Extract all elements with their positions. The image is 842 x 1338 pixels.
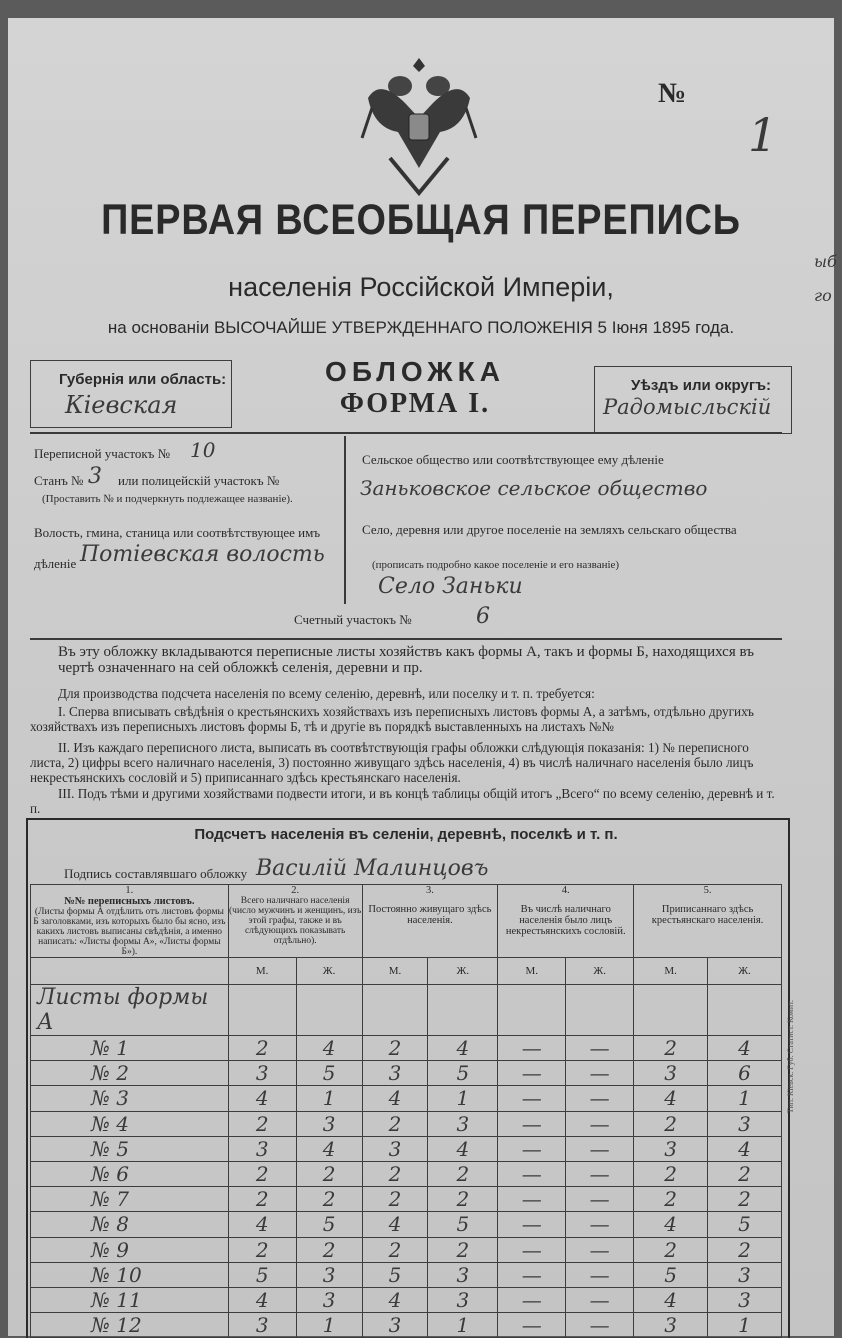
gubernia-box xyxy=(30,360,232,428)
count-cell: — xyxy=(566,1161,634,1186)
count-cell: — xyxy=(498,1086,566,1111)
empty-cell xyxy=(498,985,566,1036)
male-subheader: М. xyxy=(634,958,708,985)
count-cell: 1 xyxy=(296,1313,362,1338)
gubernia-label: Губернія или область: xyxy=(59,371,227,388)
count-cell: 4 xyxy=(362,1086,428,1111)
col1-title: №№ переписныхъ листовъ. xyxy=(64,896,195,907)
col3-number: 3. xyxy=(425,885,434,896)
sheet-number-cell: № 2 xyxy=(31,1061,229,1086)
count-cell: 2 xyxy=(362,1161,428,1186)
count-cell: 3 xyxy=(228,1136,296,1161)
count-cell: 3 xyxy=(428,1287,498,1312)
margin-note: ыб xyxy=(814,252,837,271)
count-cell: 2 xyxy=(362,1036,428,1061)
divider xyxy=(30,432,782,434)
forma-heading: ФОРМА I. xyxy=(339,388,491,419)
count-cell: 5 xyxy=(428,1061,498,1086)
sheet-number-cell: № 8 xyxy=(31,1212,229,1237)
count-cell: 2 xyxy=(428,1237,498,1262)
count-cell: 2 xyxy=(362,1237,428,1262)
col4-header xyxy=(498,885,634,958)
count-cell: — xyxy=(498,1287,566,1312)
count-cell: 3 xyxy=(634,1061,708,1086)
table-row xyxy=(31,1061,782,1086)
col1-note: (Листы формы А отдѣлить отъ листовъ формы Б заголовками, изъ которыхъ было бы ясно, изъ какихъ листовъ выписаны свѣдѣнія, а именно написать: «Листы формы А», «Листы формы Б»). xyxy=(33,907,226,957)
count-cell: 4 xyxy=(634,1086,708,1111)
count-cell: 1 xyxy=(428,1086,498,1111)
count-cell: 5 xyxy=(362,1262,428,1287)
count-cell: — xyxy=(498,1136,566,1161)
table-row xyxy=(31,1313,782,1338)
instruction-paragraph: I. Сперва вписывать свѣдѣнія о крестьянскихъ хозяйствахъ изъ переписныхъ листовъ формы А, а затѣмъ, отдѣльно другихъ хозяйствахъ изъ переписныхъ листовъ формы Б, тѣ и другіе въ порядкѣ выставленныхъ на листахъ №№ xyxy=(30,704,754,734)
printer-note: Тип. Кіевск. Губ. Статист. Комит. xyxy=(786,1000,795,1114)
count-cell: 5 xyxy=(228,1262,296,1287)
selo-value: Село Заньки xyxy=(378,574,523,599)
table-row xyxy=(31,1111,782,1136)
table-row xyxy=(31,1262,782,1287)
sheet-number-cell: № 10 xyxy=(31,1262,229,1287)
empty-cell xyxy=(228,985,296,1036)
col5-header xyxy=(634,885,782,958)
tally-table xyxy=(30,884,782,1338)
col1-number: 1. xyxy=(125,885,134,896)
table-row xyxy=(31,1187,782,1212)
count-cell: 2 xyxy=(634,1111,708,1136)
sheet-number-cell: № 9 xyxy=(31,1237,229,1262)
sheet-number-cell: № 12 xyxy=(31,1313,229,1338)
count-cell: 3 xyxy=(634,1313,708,1338)
count-cell: 2 xyxy=(428,1161,498,1186)
table-row xyxy=(31,1086,782,1111)
count-cell: — xyxy=(566,1212,634,1237)
col5-title: Приписаннаго здѣсь крестьянскаго населенія. xyxy=(651,904,764,926)
sheet-number-cell: № 3 xyxy=(31,1086,229,1111)
tally-heading: Подсчетъ населенія въ селеніи, деревнѣ, поселкѣ и т. п. xyxy=(194,826,618,843)
count-cell: 5 xyxy=(634,1262,708,1287)
count-cell: 6 xyxy=(708,1061,782,1086)
sheet-number-cell: № 5 xyxy=(31,1136,229,1161)
stan-value: 3 xyxy=(88,464,102,489)
count-cell: 2 xyxy=(228,1237,296,1262)
section-label-form-a: Листы формы А xyxy=(31,985,229,1036)
female-subheader: Ж. xyxy=(428,958,498,985)
count-cell: — xyxy=(566,1061,634,1086)
count-cell: — xyxy=(498,1313,566,1338)
count-cell: 2 xyxy=(634,1237,708,1262)
delenie-label: дѣленіе xyxy=(34,556,77,571)
empty-cell xyxy=(362,985,428,1036)
uezd-box xyxy=(594,366,792,434)
handwritten-number: 1 xyxy=(748,108,778,162)
count-cell: 2 xyxy=(634,1161,708,1186)
count-cell: 2 xyxy=(708,1161,782,1186)
count-cell: 2 xyxy=(428,1187,498,1212)
male-subheader: М. xyxy=(498,958,566,985)
count-cell: 2 xyxy=(228,1187,296,1212)
count-cell: 3 xyxy=(362,1136,428,1161)
count-cell: 3 xyxy=(362,1061,428,1086)
table-row xyxy=(31,1212,782,1237)
number-sign: № xyxy=(658,78,687,109)
col2-number: 2. xyxy=(291,885,300,896)
count-cell: 3 xyxy=(296,1111,362,1136)
count-cell: 4 xyxy=(228,1212,296,1237)
count-cell: 2 xyxy=(362,1111,428,1136)
stan-note: (Проставить № и подчеркнуть подлежащее названіе). xyxy=(42,493,293,505)
count-cell: 4 xyxy=(634,1287,708,1312)
count-cell: 4 xyxy=(296,1036,362,1061)
volost-label: Волость, гмина, станица или соотвѣтствующее имъ xyxy=(34,525,321,540)
table-row xyxy=(31,1036,782,1061)
count-cell: 3 xyxy=(708,1111,782,1136)
count-cell: 4 xyxy=(428,1136,498,1161)
count-cell: — xyxy=(498,1187,566,1212)
legal-basis-line: на основаніи ВЫСОЧАЙШЕ УТВЕРЖДЕННАГО ПОЛОЖЕНІЯ 5 Іюня 1895 года. xyxy=(107,318,735,337)
female-subheader: Ж. xyxy=(566,958,634,985)
count-cell: 1 xyxy=(428,1313,498,1338)
uezd-label: Уѣздъ или округъ: xyxy=(631,377,772,394)
selo-note: (прописать подробно какое поселеніе и его названіе) xyxy=(372,559,620,571)
count-cell: 2 xyxy=(708,1237,782,1262)
count-cell: — xyxy=(566,1136,634,1161)
obshchestvo-value: Заньковское сельское общество xyxy=(360,476,708,500)
count-cell: 3 xyxy=(296,1262,362,1287)
male-subheader: М. xyxy=(228,958,296,985)
count-cell: — xyxy=(566,1111,634,1136)
count-cell: 1 xyxy=(296,1086,362,1111)
signature-value: Василій Малинцовъ xyxy=(256,856,489,881)
col3-header xyxy=(362,885,498,958)
empty-cell xyxy=(708,985,782,1036)
female-subheader: Ж. xyxy=(296,958,362,985)
count-cell: — xyxy=(498,1212,566,1237)
instruction-paragraph: III. Подъ тѣми и другими хозяйствами подвести итоги, и въ концѣ таблицы общій итогъ „Всего“ по всему селенію, деревнѣ и т. п. xyxy=(30,786,775,816)
document-subtitle: населенія Россійской Имперіи, xyxy=(228,272,614,302)
schetny-label: Счетный участокъ № xyxy=(294,612,412,627)
count-cell: 2 xyxy=(228,1161,296,1186)
count-cell: 2 xyxy=(634,1036,708,1061)
count-cell: 3 xyxy=(708,1262,782,1287)
gubernia-value: Кіевская xyxy=(65,391,178,419)
count-cell: — xyxy=(498,1061,566,1086)
sheet-number-cell: № 1 xyxy=(31,1036,229,1061)
table-row xyxy=(31,1161,782,1186)
count-cell: — xyxy=(566,1187,634,1212)
count-cell: 5 xyxy=(708,1212,782,1237)
count-cell: 2 xyxy=(296,1237,362,1262)
tally-rows xyxy=(31,1036,782,1338)
count-cell: — xyxy=(498,1111,566,1136)
count-cell: 3 xyxy=(362,1313,428,1338)
empty-cell xyxy=(566,985,634,1036)
table-row xyxy=(31,1237,782,1262)
count-cell: 2 xyxy=(708,1187,782,1212)
count-cell: — xyxy=(498,1161,566,1186)
divider xyxy=(30,638,782,640)
col1-header xyxy=(31,885,229,958)
empty-cell xyxy=(296,985,362,1036)
count-cell: 5 xyxy=(296,1212,362,1237)
divider xyxy=(344,436,346,604)
col5-number: 5. xyxy=(703,885,712,896)
instruction-paragraph: Въ эту обложку вкладываются переписные листы хозяйствъ какъ формы А, такъ и формы Б, находящихся въ чертѣ означеннаго на сей обложкѣ селенія, деревни и пр. xyxy=(58,644,754,676)
count-cell: 4 xyxy=(228,1287,296,1312)
count-cell: — xyxy=(498,1036,566,1061)
count-cell: 4 xyxy=(634,1212,708,1237)
count-cell: 3 xyxy=(296,1287,362,1312)
col4-title: Въ числѣ наличнаго населенія было лицъ некрестьянскихъ сословій. xyxy=(505,904,626,937)
count-cell: 3 xyxy=(634,1136,708,1161)
count-cell: — xyxy=(566,1262,634,1287)
count-cell: 3 xyxy=(228,1061,296,1086)
sheet-number-cell: № 7 xyxy=(31,1187,229,1212)
table-row xyxy=(31,1287,782,1312)
table-row xyxy=(31,1136,782,1161)
count-cell: 2 xyxy=(296,1187,362,1212)
count-cell: 4 xyxy=(296,1136,362,1161)
count-cell: — xyxy=(498,1262,566,1287)
sheet-number-cell: № 4 xyxy=(31,1111,229,1136)
instruction-paragraph: Для производства подсчета населенія по всему селенію, деревнѣ, или поселку и т. п. требуется: xyxy=(58,686,595,701)
col2-title: Всего наличнаго населенія (число мужчинъ и женщинъ, изъ этой графы, также и въ слѣдующихъ показывать отдѣльно). xyxy=(229,896,362,946)
count-cell: 4 xyxy=(428,1036,498,1061)
count-cell: 5 xyxy=(296,1061,362,1086)
count-cell: — xyxy=(498,1237,566,1262)
empty-subheader-cell xyxy=(31,958,229,985)
count-cell: 4 xyxy=(228,1086,296,1111)
empty-cell xyxy=(428,985,498,1036)
schetny-value: 6 xyxy=(476,604,490,629)
empty-cell xyxy=(634,985,708,1036)
volost-value: Потіевская волость xyxy=(80,542,325,567)
count-cell: 4 xyxy=(362,1212,428,1237)
count-cell: 2 xyxy=(634,1187,708,1212)
selo-label: Село, деревня или другое поселеніе на земляхъ сельскаго общества xyxy=(362,522,737,537)
count-cell: 4 xyxy=(708,1036,782,1061)
count-cell: 5 xyxy=(428,1212,498,1237)
count-cell: 1 xyxy=(708,1086,782,1111)
stan-label: Станъ № xyxy=(34,473,84,488)
obshchestvo-label: Сельское общество или соотвѣтствующее ему дѣленіе xyxy=(362,452,664,467)
count-cell: 1 xyxy=(708,1313,782,1338)
count-cell: 4 xyxy=(362,1287,428,1312)
col4-number: 4. xyxy=(561,885,570,896)
instruction-paragraph: II. Изъ каждаго переписного листа, выписать въ соотвѣтствующія графы обложки слѣдующія показанія: 1) № переписного листа, 2) цифры всего наличнаго населенія, 3) постоянно живущаго здѣсь населенія, 4) въ числѣ наличнаго населенія было лицъ некрестьянскихъ сословій и 5) приписаннаго здѣсь крестьянскаго населенія. xyxy=(30,740,754,785)
oblozhka-heading: ОБЛОЖКА xyxy=(325,356,505,387)
count-cell: 3 xyxy=(428,1262,498,1287)
double-headed-eagle-emblem xyxy=(360,48,478,198)
count-cell: — xyxy=(566,1237,634,1262)
count-cell: 2 xyxy=(228,1036,296,1061)
perepisnoy-value: 10 xyxy=(190,438,216,462)
count-cell: 3 xyxy=(708,1287,782,1312)
sheet-number-cell: № 6 xyxy=(31,1161,229,1186)
stan-rest-label: или полицейскій участокъ № xyxy=(118,473,280,488)
count-cell: 3 xyxy=(228,1313,296,1338)
male-subheader: М. xyxy=(362,958,428,985)
document-title: ПЕРВАЯ ВСЕОБЩАЯ ПЕРЕПИСЬ xyxy=(101,196,741,244)
margin-note: го xyxy=(814,286,832,305)
female-subheader: Ж. xyxy=(708,958,782,985)
count-cell: — xyxy=(566,1287,634,1312)
signature-label: Подпись составлявшаго обложку xyxy=(64,866,248,881)
sheet-number-cell: № 11 xyxy=(31,1287,229,1312)
count-cell: — xyxy=(566,1313,634,1338)
count-cell: — xyxy=(566,1086,634,1111)
count-cell: 3 xyxy=(428,1111,498,1136)
count-cell: 2 xyxy=(228,1111,296,1136)
count-cell: 4 xyxy=(708,1136,782,1161)
count-cell: 2 xyxy=(296,1161,362,1186)
count-cell: — xyxy=(566,1036,634,1061)
col2-header xyxy=(228,885,362,958)
count-cell: 2 xyxy=(362,1187,428,1212)
perepisnoy-label: Переписной участокъ № xyxy=(34,446,171,461)
uezd-value: Радомысльскій xyxy=(603,395,772,419)
col3-title: Постоянно живущаго здѣсь населенія. xyxy=(368,904,492,926)
